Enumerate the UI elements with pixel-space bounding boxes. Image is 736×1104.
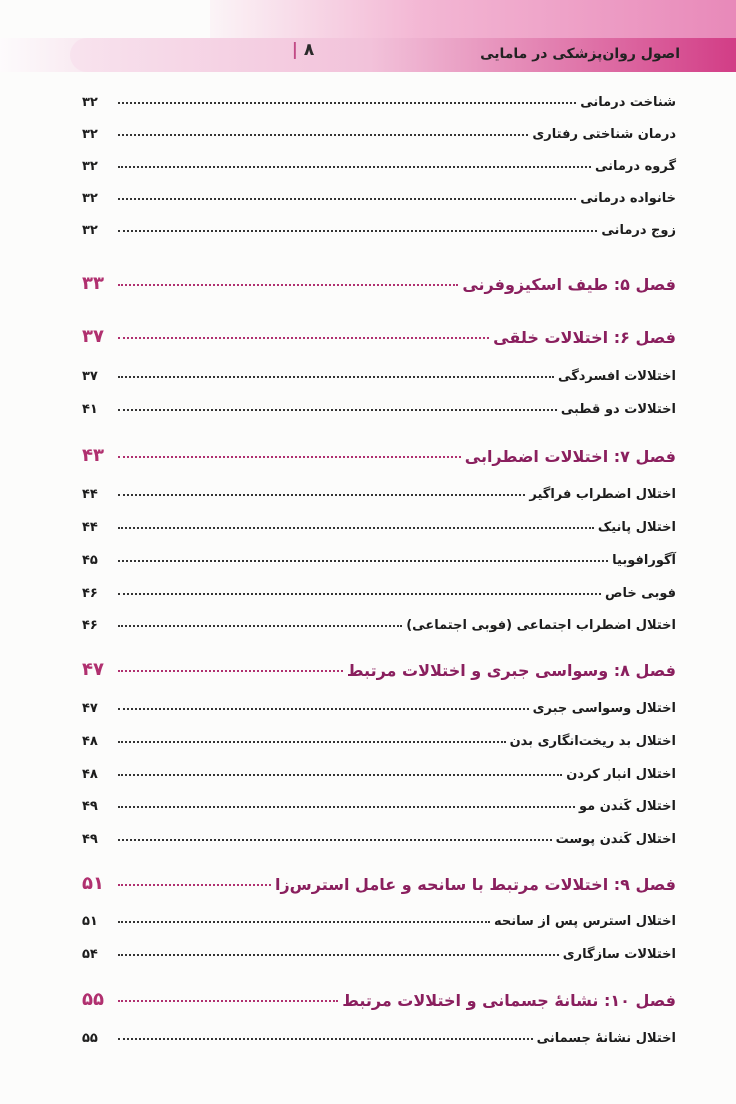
toc-label: خانواده درمانی bbox=[580, 191, 676, 206]
toc-label: اختلالات سازگاری bbox=[562, 947, 676, 962]
toc-page: ۴۵ bbox=[82, 553, 98, 568]
toc-label: اختلال انبار کردن bbox=[566, 767, 676, 782]
toc-label: اختلال وسواسی جبری bbox=[532, 701, 676, 716]
toc-label: اختلالات افسردگی bbox=[558, 369, 676, 384]
toc-item[interactable] bbox=[82, 393, 676, 417]
leader-dots bbox=[118, 408, 557, 411]
toc-item[interactable] bbox=[82, 360, 676, 384]
toc-item[interactable] bbox=[82, 823, 676, 847]
toc-label: اختلال نشانهٔ جسمانی bbox=[536, 1031, 676, 1046]
chapter-label: فصل ۷: اختلالات اضطرابی bbox=[464, 447, 676, 466]
leader-dots bbox=[118, 336, 489, 339]
toc-label: اختلال بد ریخت‌انگاری بدن bbox=[509, 734, 676, 749]
toc-item[interactable] bbox=[82, 478, 676, 502]
toc-page: ۵۵ bbox=[82, 1031, 98, 1046]
toc-item[interactable] bbox=[82, 790, 676, 814]
leader-dots bbox=[118, 838, 552, 841]
leader-dots bbox=[118, 375, 554, 378]
toc-chapter[interactable] bbox=[82, 317, 676, 347]
toc-page: ۳۲ bbox=[82, 127, 98, 142]
toc-page: ۴۶ bbox=[82, 618, 98, 633]
chapter-page: ۴۳ bbox=[82, 445, 104, 466]
header-decoration bbox=[210, 0, 736, 40]
leader-dots bbox=[118, 953, 559, 956]
toc-chapter[interactable] bbox=[82, 650, 676, 680]
toc-label: اختلال اضطراب اجتماعی (فوبی اجتماعی) bbox=[406, 618, 676, 633]
toc-item[interactable] bbox=[82, 544, 676, 568]
toc-chapter[interactable] bbox=[82, 436, 676, 466]
page-number: | ۸ bbox=[291, 40, 315, 60]
toc-item[interactable] bbox=[82, 150, 676, 174]
toc-label: آگورافوبیا bbox=[612, 553, 676, 568]
toc-page: ۳۲ bbox=[82, 223, 98, 238]
leader-dots bbox=[118, 493, 525, 496]
toc-page: ۳۲ bbox=[82, 95, 98, 110]
leader-dots bbox=[118, 707, 529, 710]
toc-item[interactable] bbox=[82, 609, 676, 633]
toc-item[interactable] bbox=[82, 182, 676, 206]
leader-dots bbox=[118, 229, 597, 232]
toc-page: ۴۶ bbox=[82, 586, 98, 601]
chapter-label: فصل ۵: طیف اسکیزوفرنی bbox=[462, 275, 676, 294]
toc-label: زوج درمانی bbox=[601, 223, 676, 238]
leader-dots bbox=[118, 624, 402, 627]
toc-item[interactable] bbox=[82, 725, 676, 749]
chapter-page: ۵۱ bbox=[82, 873, 104, 894]
toc-label: فوبی خاص bbox=[605, 586, 676, 601]
leader-dots bbox=[118, 559, 608, 562]
toc-chapter[interactable] bbox=[82, 980, 676, 1010]
toc-chapter[interactable] bbox=[82, 264, 676, 294]
header-band bbox=[0, 0, 736, 78]
toc-label: درمان شناختی رفتاری bbox=[532, 127, 676, 142]
toc-item[interactable] bbox=[82, 1022, 676, 1046]
toc-label: شناخت درمانی bbox=[580, 95, 676, 110]
toc-item[interactable] bbox=[82, 692, 676, 716]
toc-item[interactable] bbox=[82, 86, 676, 110]
toc-page: ۳۲ bbox=[82, 159, 98, 174]
leader-dots bbox=[118, 740, 506, 743]
toc-chapter[interactable] bbox=[82, 864, 676, 894]
toc-item[interactable] bbox=[82, 758, 676, 782]
toc-item[interactable] bbox=[82, 214, 676, 238]
chapter-page: ۴۷ bbox=[82, 659, 104, 680]
toc-page: ۵۱ bbox=[82, 914, 98, 929]
chapter-label: فصل ۱۰: نشانهٔ جسمانی و اختلالات مرتبط bbox=[342, 991, 676, 1010]
toc-item[interactable] bbox=[82, 118, 676, 142]
leader-dots bbox=[118, 999, 338, 1002]
toc-page: ۴۹ bbox=[82, 832, 98, 847]
toc-item[interactable] bbox=[82, 511, 676, 535]
leader-dots bbox=[118, 773, 562, 776]
leader-dots bbox=[118, 1037, 533, 1040]
leader-dots bbox=[118, 526, 594, 529]
chapter-label: فصل ۶: اختلالات خلقی bbox=[493, 328, 676, 347]
toc-page: ۴۴ bbox=[82, 520, 98, 535]
toc-label: گروه درمانی bbox=[594, 159, 676, 174]
leader-dots bbox=[118, 920, 490, 923]
chapter-label: فصل ۸: وسواسی جبری و اختلالات مرتبط bbox=[346, 661, 676, 680]
toc-page: ۴۸ bbox=[82, 767, 98, 782]
leader-dots bbox=[118, 805, 575, 808]
leader-dots bbox=[118, 883, 271, 886]
toc-label: اختلال اضطراب فراگیر bbox=[529, 487, 676, 502]
chapter-label: فصل ۹: اختلالات مرتبط با سانحه و عامل استرس‌زا bbox=[274, 875, 676, 894]
toc-item[interactable] bbox=[82, 577, 676, 601]
leader-dots bbox=[118, 669, 343, 672]
toc-page: ۳۷ bbox=[82, 369, 98, 384]
chapter-page: ۳۳ bbox=[82, 273, 104, 294]
toc-label: اختلال پانیک bbox=[597, 520, 676, 535]
leader-dots bbox=[118, 165, 591, 168]
leader-dots bbox=[118, 101, 576, 104]
chapter-page: ۵۵ bbox=[82, 989, 104, 1010]
toc-item[interactable] bbox=[82, 938, 676, 962]
toc-page: ۴۸ bbox=[82, 734, 98, 749]
toc-page: ۴۱ bbox=[82, 402, 98, 417]
toc-page: ۵۴ bbox=[82, 947, 98, 962]
toc-label: اختلال کَندن پوست bbox=[555, 832, 676, 847]
toc-page: ۴۹ bbox=[82, 799, 98, 814]
leader-dots bbox=[118, 197, 576, 200]
toc-page: ۴۷ bbox=[82, 701, 98, 716]
book-title: اصول روان‌پزشکی در مامایی bbox=[480, 46, 680, 62]
toc-label: اختلال استرس پس از سانحه bbox=[494, 914, 676, 929]
toc-label: اختلالات دو قطبی bbox=[560, 402, 676, 417]
leader-dots bbox=[118, 455, 461, 458]
chapter-page: ۳۷ bbox=[82, 326, 104, 347]
toc-label: اختلال کَندن مو bbox=[578, 799, 676, 814]
toc-item[interactable] bbox=[82, 905, 676, 929]
leader-dots bbox=[118, 283, 458, 286]
leader-dots bbox=[118, 133, 528, 136]
toc-page: ۴۴ bbox=[82, 487, 98, 502]
toc-page: ۳۲ bbox=[82, 191, 98, 206]
leader-dots bbox=[118, 592, 601, 595]
